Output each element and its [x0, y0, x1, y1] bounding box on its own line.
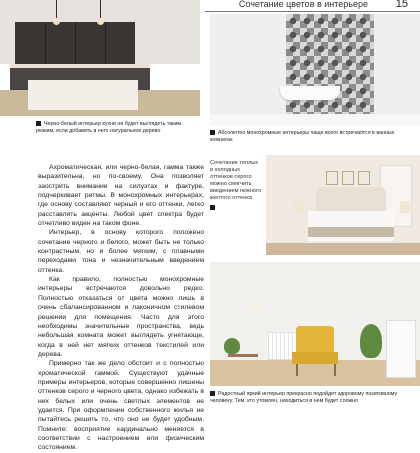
caption-bullet-icon — [36, 121, 41, 126]
kitchen-upper-cabinets — [15, 22, 135, 64]
bathtub — [210, 114, 420, 126]
plant — [224, 338, 240, 354]
caption-bullet-icon — [210, 130, 215, 135]
paragraph: Интерьер, в основу которого положено сочетание черного и белого, может быть не только контрастным, но и более мягким, с плавными переходами тона и незначительным введением оттенка. — [38, 229, 204, 274]
paragraph: Примерно так же дело обстоит и с полностью хроматической гаммой. Существуют удачные примеры интерьеров, которые совершенно лишены оттенков серого и черного цвета, однако избежать в них белых или очень светлых элементов не удается. При оформлении собственного жилья не пытайтесь решить то, что оно не будет удобным. Помните: восприятие кардинально меняется в соответствии с настроением или физическим состоянием. — [38, 360, 204, 452]
table-lamp — [294, 201, 304, 213]
bedroom-side-caption: Сочетание теплых и холодных оттенков серого можно смягчить введением нежного желтого оттенка — [210, 160, 262, 210]
caption-bullet-icon — [210, 205, 215, 210]
lamp-wire — [56, 0, 57, 18]
pendant-lamp — [53, 18, 60, 25]
bedroom-photo — [266, 155, 420, 255]
header-rule — [205, 11, 420, 12]
armchair-seat — [292, 352, 338, 364]
page-number: 15 — [395, 0, 408, 10]
running-title: Сочетание цветов в интерьере — [238, 0, 368, 9]
table-lamp — [400, 201, 410, 213]
kitchen-photo — [0, 0, 200, 116]
shelf — [386, 320, 416, 378]
kitchen-caption: Черно-белый интерьер кухни не будет выглядеть таким резким, если добавить в него натуральное дерево — [36, 121, 182, 135]
paragraph: Ахроматическая, или черно-белая, гамма также выразительна, но по-своему. Она позволяет заострить внимание на силуэтах и фактуре, подчеркивает ритмы. В монохромных интерьерах, где основу составляют черный и его оттенки, легко расставлять акценты. Любой цвет спектра будет отчетливо виден на таком фоне. — [38, 164, 204, 228]
pendant-lamp — [97, 18, 104, 25]
paragraph: Как правило, полностью монохромные интерьеры встречаются довольно редко. Полностью отказаться от цвета можно лишь в очень сбалансированном и лаконичном стилевом решении для помещения. Часто для этого необходимы значительные пространства, ведь небольшая комната может выглядеть угнетающе, когда в ней нет мягких оттенков текстилей или дерева. — [38, 276, 204, 358]
side-table — [228, 354, 258, 357]
sink — [280, 86, 340, 100]
wall-frame — [342, 171, 354, 185]
bathroom-photo — [210, 14, 420, 126]
lamp-wire — [100, 0, 101, 18]
article-body — [38, 163, 204, 453]
plant — [360, 324, 382, 358]
caption-bullet-icon — [210, 391, 215, 396]
wall-frame — [358, 171, 370, 185]
bed-throw — [308, 227, 394, 237]
living-room-photo — [210, 262, 420, 386]
bathroom-caption: Абсолютно монохромные интерьеры чаще всего встречаются в ванных комнатах — [210, 130, 395, 144]
kitchen-island — [28, 80, 138, 110]
page-header — [205, 0, 420, 12]
living-room-caption: Радостный яркий интерьер прекрасно подойдет здоровому позитивному человеку. Тем, кто утомлен, находиться в нем будет сложно — [210, 391, 398, 405]
wall-frame — [326, 171, 338, 185]
floor-lamp — [248, 302, 262, 310]
